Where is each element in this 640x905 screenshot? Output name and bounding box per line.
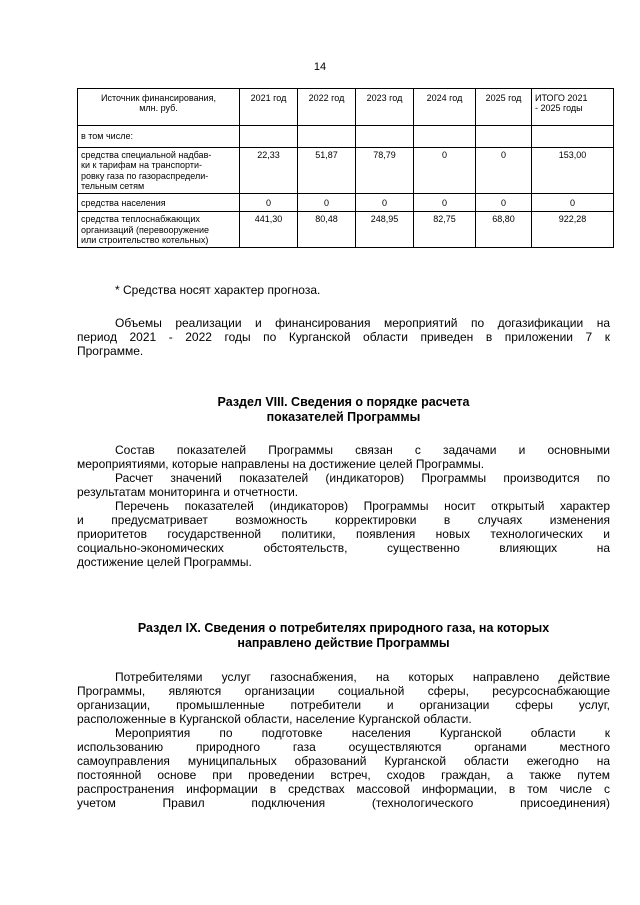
row-label [78,148,240,194]
header-source-line: млн. руб. [139,103,178,114]
row-label-line: ровку газа по газораспредели- [81,170,209,181]
text-line: постоянной основе при проведении встреч, сходов граждан, а также путем [77,768,610,782]
table-cell: 922,28 [532,212,614,248]
table-cell: 78,79 [356,148,414,194]
section-8-title [77,395,610,425]
table-row [78,194,614,212]
text-line: Мероприятия по подготовке населения Курганской области к [115,726,610,740]
table-row [78,212,614,248]
table-cell: 82,75 [414,212,476,248]
row-label [78,212,240,248]
text-line: социально-экономических обстоятельств, существенно влияющих на [77,541,610,555]
section-9-title [77,621,610,651]
row-label-line: или строительство котельных) [81,235,209,246]
table-cell: 22,33 [240,148,298,194]
row-label-line: средства населения [81,197,166,208]
text-line: приоритетов государственной политики, появления новых технологических и [77,527,610,541]
text-line: Состав показателей Программы связан с задачами и основными [115,443,610,457]
row-label [78,194,240,212]
table-cell: 0 [298,194,356,212]
text-line: Перечень показателей (индикаторов) Программы носит открытый характер [115,499,610,513]
heading-line: Раздел IX. Сведения о потребителях природного газа, на которых [137,621,550,635]
row-label-line: тельным сетям [81,181,145,192]
text-line: Программе. [77,344,144,358]
header-source [78,89,240,126]
header-year: 2022 год [298,89,356,126]
section-8-body [77,443,610,569]
text-line: организации, промышленные потребители и организации сферы услуг, [77,698,610,712]
table-cell: 80,48 [298,212,356,248]
text-line: Расчет значений показателей (индикаторов) Программы производится по [115,471,610,485]
text-line: достижение целей Программы. [77,555,252,569]
table-cell [298,126,356,148]
table-header-row [78,89,614,126]
table-cell [532,126,614,148]
table-cell: 0 [414,148,476,194]
financing-table [77,88,614,248]
table-cell: 441,30 [240,212,298,248]
text-line: результатам мониторинга и отчетности. [77,485,299,499]
header-total-line: - 2025 годы [535,103,583,114]
text-line: распространения информации в средствах массовой информации, в том числе с [77,782,610,796]
header-total-line: ИТОГО 2021 [535,93,588,103]
row-label-line: средства теплоснабжающих [81,214,200,225]
heading-line: Раздел VIII. Сведения о порядке расчета [217,395,470,409]
header-year: 2021 год [240,89,298,126]
table-cell: 153,00 [532,148,614,194]
table-cell [476,126,532,148]
table-cell: 0 [476,194,532,212]
text-line: расположенные в Курганской области, население Курганской области. [77,712,472,726]
footnote: * Средства носят характер прогноза. [115,283,321,297]
table-cell: 68,80 [476,212,532,248]
row-label-line: организаций (перевооружение [81,224,210,235]
text-line: Программы, являются организации социальной сферы, ресурсоснабжающие [77,684,610,698]
row-label-line: средства специальной надбав- [81,150,212,160]
table-cell: 0 [240,194,298,212]
header-source-line: Источник финансирования, [101,93,216,103]
text-line: и предусматривает возможность корректировки в случаях изменения [77,513,610,527]
header-total [532,89,614,126]
text-line: учетом Правил подключения (технологического присоединения) [77,796,610,810]
text-line: Объемы реализации и финансирования мероприятий по догазификации на [115,316,610,330]
page-number: 14 [313,61,327,73]
header-year: 2025 год [476,89,532,126]
text-line: период 2021 - 2022 годы по Курганской области приведен в приложении 7 к [77,330,610,344]
table-cell: 0 [476,148,532,194]
header-year: 2023 год [356,89,414,126]
table-row [78,148,614,194]
text-line: использованию природного газа осуществляются органами местного [77,740,610,754]
row-label-line: ки к тарифам на транспорти- [81,160,202,171]
text-line: самоуправления муниципальных образований Курганской области ежегодно на [77,754,610,768]
heading-line: показателей Программы [266,410,421,424]
table-row [78,126,614,148]
section-9-body [77,670,610,810]
table-cell [414,126,476,148]
text-line: Потребителями услуг газоснабжения, на которых направлено действие [115,670,610,684]
table-cell: 0 [532,194,614,212]
text-line: мероприятиями, которые направлены на достижение целей Программы. [77,457,485,471]
table-cell [240,126,298,148]
table-cell: 51,87 [298,148,356,194]
paragraph-volumes [77,316,610,358]
table-cell: 0 [356,194,414,212]
heading-line: направлено действие Программы [237,636,450,650]
table-cell: 248,95 [356,212,414,248]
header-year: 2024 год [414,89,476,126]
table-cell: 0 [414,194,476,212]
row-label: в том числе: [78,126,240,148]
table-cell [356,126,414,148]
